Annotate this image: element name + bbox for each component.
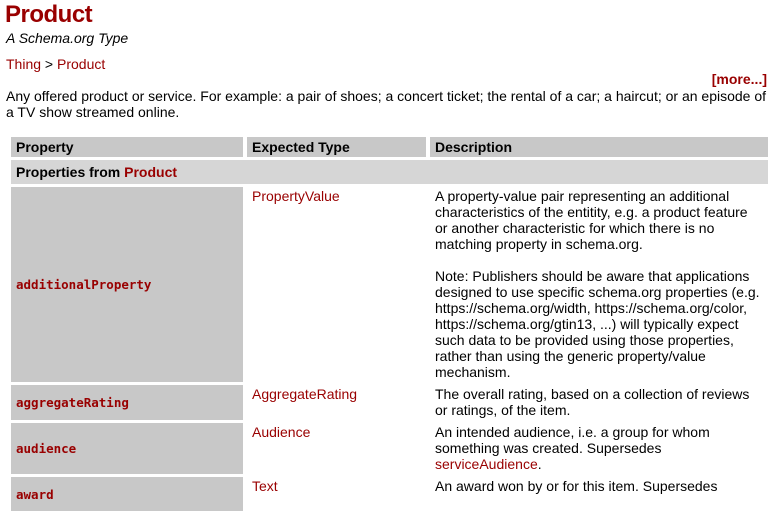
property-cell bbox=[11, 385, 243, 420]
serviceaudience-link[interactable]: serviceAudience bbox=[435, 456, 538, 472]
property-cell bbox=[11, 187, 243, 382]
header-property: Property bbox=[11, 137, 243, 157]
page-title: Product bbox=[5, 1, 93, 28]
supertype-row bbox=[11, 160, 768, 184]
expected-type-cell bbox=[247, 477, 426, 511]
description-text-end: . bbox=[537, 456, 542, 472]
header-description: Description bbox=[430, 137, 768, 157]
breadcrumb bbox=[6, 55, 105, 73]
page-subtitle: A Schema.org Type bbox=[6, 30, 129, 46]
description-cell bbox=[430, 385, 768, 420]
description-text-body: An intended audience, i.e. a group for whom something was created. Supersedes bbox=[435, 424, 710, 456]
table-header-row bbox=[11, 137, 768, 157]
table-row bbox=[11, 477, 768, 511]
description-text: A property-value pair representing an additional characteristics of the entitity, e.g. a product feature or another characteristic for which there is no matching property in schema.org. bbox=[435, 188, 748, 252]
type-link-text[interactable]: Text bbox=[252, 478, 278, 494]
type-link-aggregaterating[interactable]: AggregateRating bbox=[252, 386, 358, 402]
table-row bbox=[11, 187, 768, 382]
supertype-header bbox=[11, 160, 768, 184]
expected-type-cell bbox=[247, 423, 426, 474]
property-link-additionalproperty[interactable]: additionalProperty bbox=[16, 277, 152, 292]
breadcrumb-product-link[interactable]: Product bbox=[57, 56, 106, 72]
description-text: An award won by or for this item. Supersedes bbox=[435, 478, 718, 494]
breadcrumb-thing-link[interactable]: Thing bbox=[6, 56, 42, 72]
more-link[interactable]: [more...] bbox=[711, 71, 767, 87]
property-cell bbox=[11, 423, 243, 474]
breadcrumb-separator: > bbox=[44, 56, 54, 72]
description-note: Note: Publishers should be aware that applications designed to use specific schema.org properties (e.g. https://schema.org/width, https://schema.org/color, https://schema.org/gtin13, ...) will typically expect such data to be provided using those properties, rather than using the generic property/value mechanism. bbox=[435, 268, 760, 380]
header-expected-type: Expected Type bbox=[247, 137, 426, 157]
description-text: The overall rating, based on a collection of reviews or ratings, of the item. bbox=[435, 386, 750, 418]
property-link-aggregaterating[interactable]: aggregateRating bbox=[16, 395, 129, 410]
expected-type-cell bbox=[247, 187, 426, 382]
property-link-award[interactable]: award bbox=[16, 486, 54, 502]
type-description: Any offered product or service. For example: a pair of shoes; a concert ticket; the rental of a car; a haircut; or an episode of a TV show streamed online. bbox=[6, 88, 767, 120]
description-cell bbox=[430, 477, 768, 511]
description-cell bbox=[430, 423, 768, 474]
table-row bbox=[11, 423, 768, 474]
supertype-product-link[interactable]: Product bbox=[124, 164, 178, 180]
table-row bbox=[11, 385, 768, 420]
expected-type-cell bbox=[247, 385, 426, 420]
supertype-prefix: Properties from bbox=[16, 164, 121, 180]
property-link-audience[interactable]: audience bbox=[16, 441, 77, 456]
properties-table bbox=[7, 134, 772, 514]
property-cell bbox=[11, 477, 243, 511]
type-link-audience[interactable]: Audience bbox=[252, 424, 311, 440]
description-cell bbox=[430, 187, 768, 382]
description-text bbox=[435, 424, 763, 472]
type-link-propertyvalue[interactable]: PropertyValue bbox=[252, 188, 340, 204]
